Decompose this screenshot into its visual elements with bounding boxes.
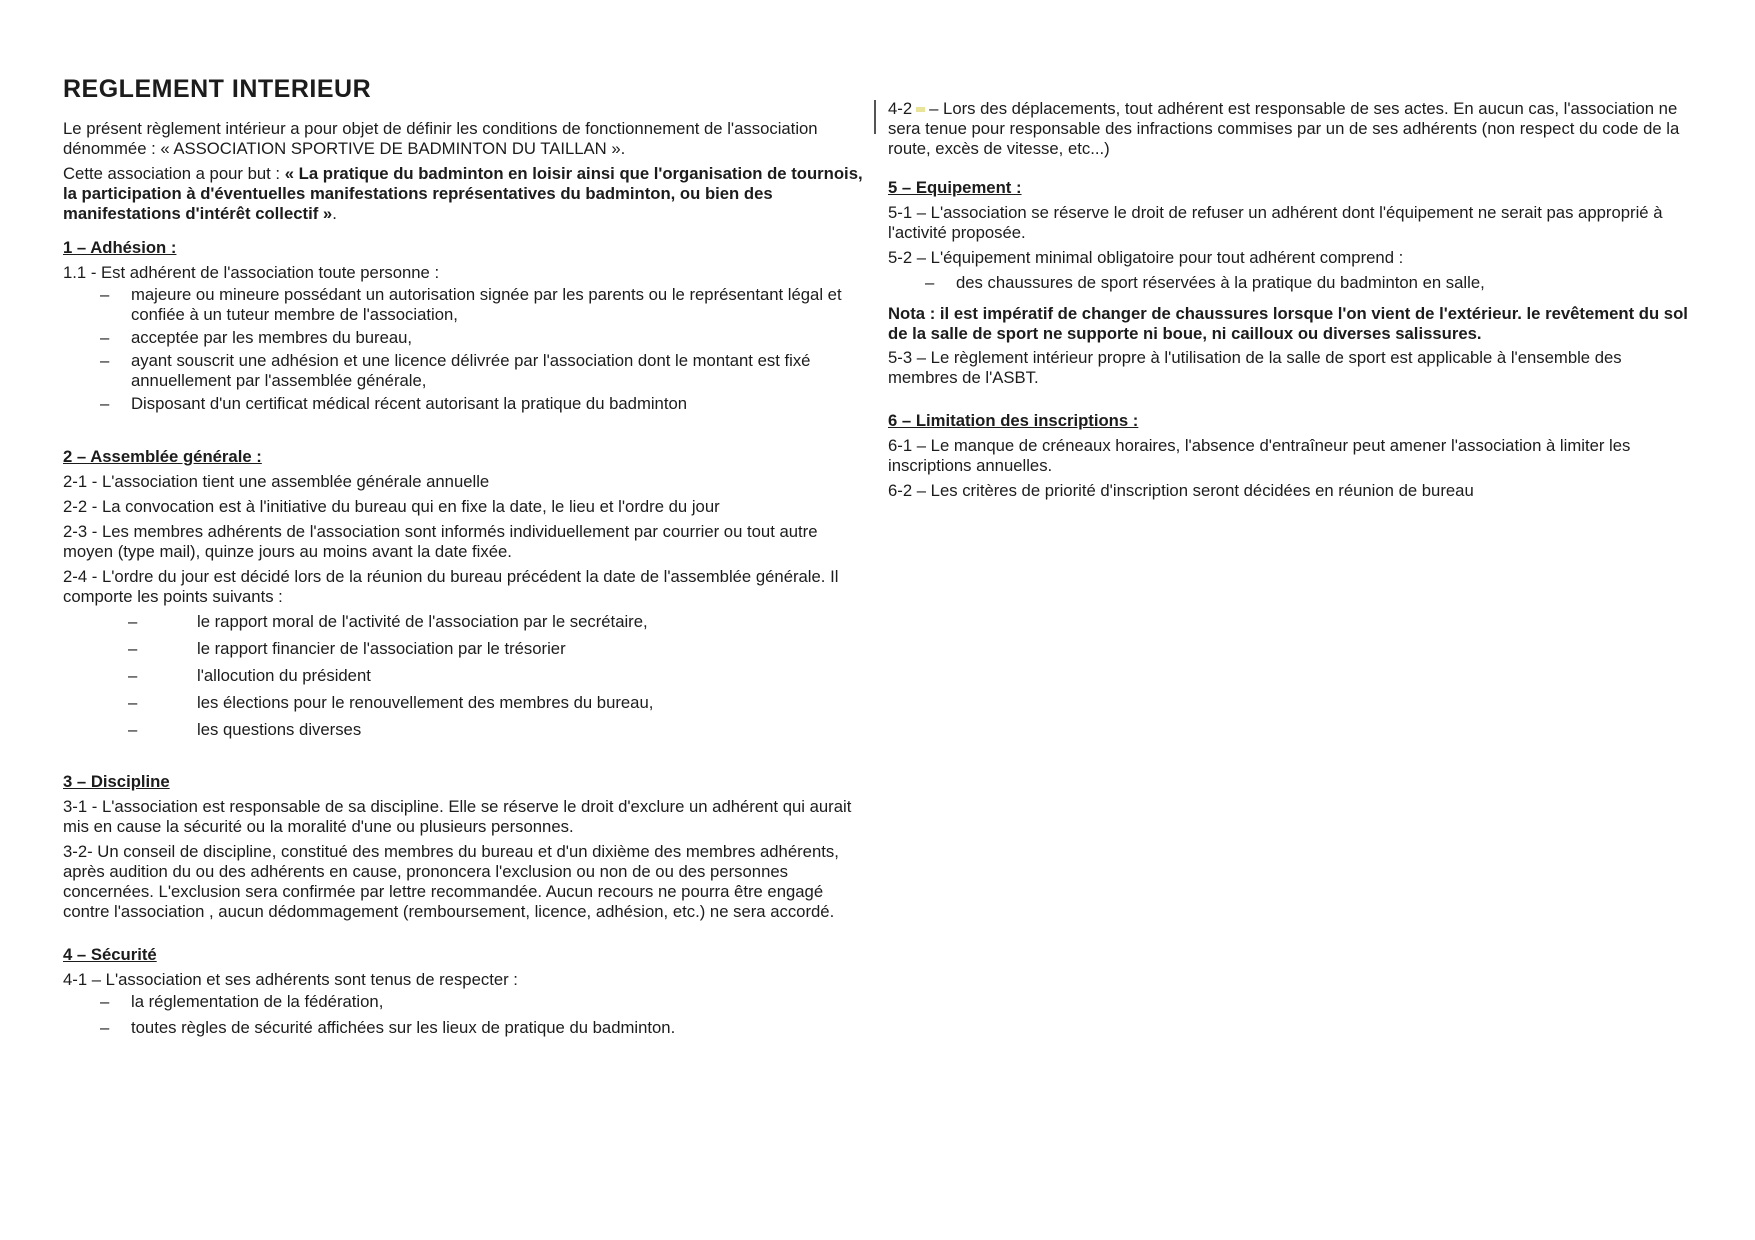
bullet-dash: – xyxy=(100,351,110,370)
list-item xyxy=(63,693,869,713)
list-item xyxy=(63,394,869,414)
bullet-dash: – xyxy=(925,273,935,292)
purpose-text-normal: Cette association a pour but : xyxy=(63,164,285,183)
list-item xyxy=(63,1018,869,1038)
paragraph-6-1: 6-1 – Le manque de créneaux horaires, l'absence d'entraîneur peut amener l'association à limiter les inscriptions annuelles. xyxy=(888,436,1631,475)
assemblee-agenda-list xyxy=(63,612,869,740)
list-item-text: toutes règles de sécurité affichées sur les lieux de pratique du badminton. xyxy=(131,1018,676,1037)
list-item-text: ayant souscrit une adhésion et une licence délivrée par l'association dont le montant est fixé annuellement par l'assemblée générale, xyxy=(131,351,811,390)
bullet-dash: – xyxy=(128,639,138,658)
list-item xyxy=(888,273,1694,293)
section-heading-securite: 4 – Sécurité xyxy=(63,945,157,964)
list-item-text: Disposant d'un certificat médical récent autorisant la pratique du badminton xyxy=(131,394,688,413)
section-heading-adhesion: 1 – Adhésion : xyxy=(63,238,177,257)
list-item-text: les questions diverses xyxy=(197,720,362,739)
list-item-text: les élections pour le renouvellement des membres du bureau, xyxy=(197,693,654,712)
paragraph-3-1: 3-1 - L'association est responsable de sa discipline. Elle se réserve le droit d'exclure un adhérent qui aurait mis en cause la sécurité ou la moralité d'une ou plusieurs personnes. xyxy=(63,797,852,836)
section-heading-limitation: 6 – Limitation des inscriptions : xyxy=(888,411,1139,430)
securite-list xyxy=(63,992,869,1038)
paragraph-4-1: 4-1 – L'association et ses adhérents sont tenus de respecter : xyxy=(63,970,518,989)
paragraph-3-2: 3-2- Un conseil de discipline, constitué des membres du bureau et d'un dixième des membres adhérents, après audition du ou des adhérents en cause, prononcera l'exclusion ou non de ou des personnes concernées. L'exclusion sera confirmée par lettre recommandée. Aucun recours ne pourra être engagé contre l'association , aucun dédommagement (remboursement, licence, adhésion, etc.) ne sera accordé. xyxy=(63,842,839,921)
list-item-text: la réglementation de la fédération, xyxy=(131,992,384,1011)
equipement-list xyxy=(888,273,1694,293)
bullet-dash: – xyxy=(128,693,138,712)
paragraph-2-1: 2-1 - L'association tient une assemblée générale annuelle xyxy=(63,472,490,491)
paragraph-5-2: 5-2 – L'équipement minimal obligatoire pour tout adhérent comprend : xyxy=(888,248,1404,267)
paragraph-4-2-prefix: 4-2 xyxy=(888,99,913,118)
paragraph-1-1: 1.1 - Est adhérent de l'association toute personne : xyxy=(63,263,440,282)
right-column xyxy=(888,99,1694,506)
paragraph-4-2 xyxy=(888,99,1694,159)
bullet-dash: – xyxy=(100,328,110,347)
list-item-text: des chaussures de sport réservées à la pratique du badminton en salle, xyxy=(956,273,1485,292)
bullet-dash: – xyxy=(100,394,110,413)
list-item xyxy=(63,720,869,740)
section-heading-assemblee: 2 – Assemblée générale : xyxy=(63,447,262,466)
list-item-text: majeure ou mineure possédant un autorisation signée par les parents ou le représentant légal et confiée à un tuteur membre de l'association, xyxy=(131,285,842,324)
section-heading-equipement: 5 – Equipement : xyxy=(888,178,1022,197)
paragraph-5-1: 5-1 – L'association se réserve le droit de refuser un adhérent dont l'équipement ne serait pas approprié à l'activité proposée. xyxy=(888,203,1663,242)
list-item xyxy=(63,666,869,686)
list-item-text: l'allocution du président xyxy=(197,666,371,685)
tracked-change-bar xyxy=(874,100,876,134)
purpose-text-end: . xyxy=(332,204,337,223)
bullet-dash: – xyxy=(100,992,110,1011)
bullet-dash: – xyxy=(100,285,110,304)
adhesion-list xyxy=(63,285,869,414)
purpose-paragraph xyxy=(63,164,869,224)
list-item xyxy=(63,285,869,325)
intro-paragraph: Le présent règlement intérieur a pour objet de définir les conditions de fonctionnement de l'association dénommée : « ASSOCIATION SPORTIVE DE BADMINTON DU TAILLAN ». xyxy=(63,119,818,158)
document-title: REGLEMENT INTERIEUR xyxy=(63,75,372,103)
list-item xyxy=(63,992,869,1012)
paragraph-2-3: 2-3 - Les membres adhérents de l'association sont informés individuellement par courrier ou tout autre moyen (type mail), quinze jours au moins avant la date fixée. xyxy=(63,522,818,561)
left-column xyxy=(63,76,869,1041)
paragraph-6-2: 6-2 – Les critères de priorité d'inscription seront décidées en réunion de bureau xyxy=(888,481,1474,500)
nota-paragraph: Nota : il est impératif de changer de chaussures lorsque l'on vient de l'extérieur. le revêtement du sol de la salle de sport ne supporte ni boue, ni cailloux ou diverses salissures. xyxy=(888,304,1688,343)
bullet-dash: – xyxy=(128,612,138,631)
list-item xyxy=(63,328,869,348)
list-item-text: le rapport moral de l'activité de l'association par le secrétaire, xyxy=(197,612,648,631)
paragraph-2-2: 2-2 - La convocation est à l'initiative du bureau qui en fixe la date, le lieu et l'ordre du jour xyxy=(63,497,720,516)
section-heading-discipline: 3 – Discipline xyxy=(63,772,170,791)
paragraph-2-4: 2-4 - L'ordre du jour est décidé lors de la réunion du bureau précédent la date de l'assemblée générale. Il comporte les points suivants : xyxy=(63,567,839,606)
bullet-dash: – xyxy=(128,666,138,685)
paragraph-5-3: 5-3 – Le règlement intérieur propre à l'utilisation de la salle de sport est applicable à l'ensemble des membres de l'ASBT. xyxy=(888,348,1622,387)
tracked-change-mark xyxy=(916,107,925,112)
purpose-text-bold: « La pratique du badminton en loisir ainsi que l'organisation de tournois, la participation à d'éventuelles manifestations représentatives du badminton, ou bien des manifestations d'intérêt collectif » xyxy=(63,164,863,223)
paragraph-4-2-text: – Lors des déplacements, tout adhérent est responsable de ses actes. En aucun cas, l'association ne sera tenue pour responsable des infractions commises par un de ses adhérents (non respect du code de la route, excès de vitesse, etc...) xyxy=(888,99,1680,158)
bullet-dash: – xyxy=(100,1018,110,1037)
list-item xyxy=(63,612,869,632)
list-item-text: acceptée par les membres du bureau, xyxy=(131,328,413,347)
list-item-text: le rapport financier de l'association par le trésorier xyxy=(197,639,566,658)
list-item xyxy=(63,351,869,391)
bullet-dash: – xyxy=(128,720,138,739)
list-item xyxy=(63,639,869,659)
